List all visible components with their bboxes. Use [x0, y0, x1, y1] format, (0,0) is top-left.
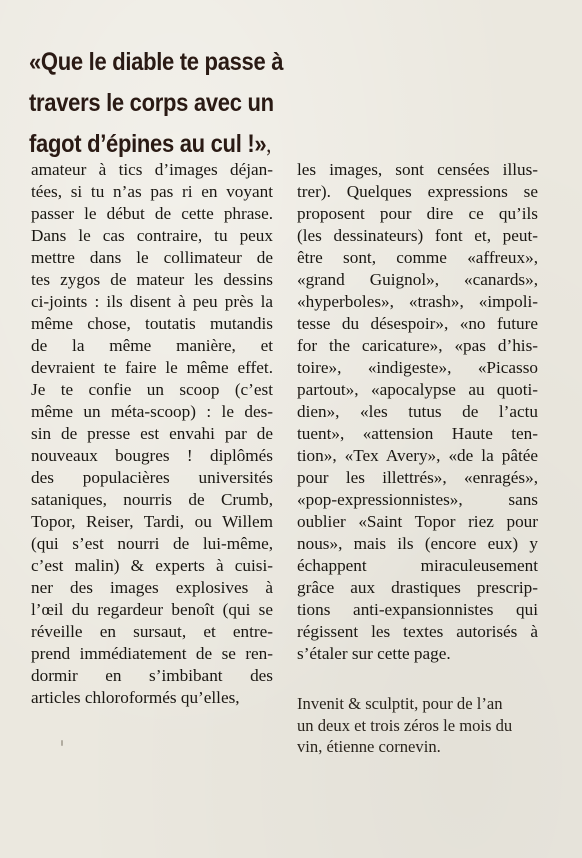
right-line: «grand Guignol», «canards», [297, 270, 538, 289]
right-line: tion», «Tex Avery», «de la pâtée [297, 446, 538, 465]
left-line: articles chloroformés qu’elles, [31, 688, 240, 707]
right-line: oublier «Saint Topor riez pour [297, 512, 538, 531]
right-line: proposent pour dire ce qu’ils [297, 204, 538, 223]
right-line: grâce aux drastiques prescrip- [297, 578, 538, 597]
left-line: c’est malin) & experts à cuisi- [31, 556, 273, 575]
left-line: des populacières universités [31, 468, 273, 487]
left-line: de la même manière, et [31, 336, 273, 355]
right-line: trer). Quelques expressions se [297, 182, 538, 201]
right-line: for the caricature», «pas d’his- [297, 336, 538, 355]
left-line: Dans le cas contraire, tu peux [31, 226, 273, 245]
right-line: partout», «apocalypse au quoti- [297, 380, 538, 399]
headline-line-3-text: fagot d’épines au cul !» [29, 128, 267, 158]
left-line: passer le début de cette phrase. [31, 204, 273, 223]
left-line: amateur à tics d’images déjan- [31, 160, 273, 179]
left-line: sataniques, nourris de Crumb, [31, 490, 273, 509]
right-line: tuent», «attension Haute ten- [297, 424, 538, 443]
right-line: «hyperboles», «trash», «impoli- [297, 292, 538, 311]
left-line: même chose, toutatis mutandis [31, 314, 273, 333]
left-line: Topor, Reiser, Tardi, ou Willem [31, 512, 273, 531]
left-line: sin de presse est envahi par de [31, 424, 273, 443]
headline-tail: , [266, 132, 272, 158]
signature-line: vin, étienne cornevin. [297, 737, 441, 756]
right-line: (les dessinateurs) font et, peut- [297, 226, 538, 245]
right-line: pour les illettrés», «enragés», [297, 468, 538, 487]
right-line: tesse du désespoir», «no future [297, 314, 538, 333]
right-line: s’étaler sur cette page. [297, 644, 451, 663]
headline-line-2: travers le corps avec un [29, 87, 274, 117]
right-line: les images, sont censées illus- [297, 160, 538, 179]
signature-line: un deux et trois zéros le mois du [297, 715, 513, 735]
left-line: tes zygos de mateur les dessins [31, 270, 273, 289]
left-line: devraient te faire le même effet. [31, 358, 273, 377]
right-line: «pop-expressionnistes», sans [297, 490, 538, 509]
right-line: échappent miraculeusement [297, 556, 538, 575]
left-line: tées, si tu n’as pas ri en voyant [31, 182, 273, 201]
headline-line-3 [29, 130, 279, 159]
right-line: régissent les textes autorisés à [297, 622, 538, 641]
signature-block [297, 693, 542, 758]
left-line: même un méta-scoop) : le des- [31, 402, 273, 421]
left-line: (qui s’est nourri de lui-même, [31, 534, 273, 553]
left-line: nouveaux bougres ! diplômés [31, 446, 273, 465]
right-line: toire», «indigeste», «Picasso [297, 358, 538, 377]
left-line: prend immédiatement de se ren- [31, 644, 273, 663]
left-line: réveille en sursaut, et entre- [31, 622, 273, 641]
left-line: l’œil du regardeur benoît (qui se [31, 600, 273, 619]
left-line: mettre dans le collimateur de [31, 248, 273, 267]
signature-line: Invenit & sculptit, pour de l’an [297, 694, 503, 713]
left-line: ci-joints : ils disent à peu près la [31, 292, 273, 311]
right-line: tions anti-expansionnistes qui [297, 600, 538, 619]
left-line: dormir en s’imbibant des [31, 666, 273, 685]
headline-line-1: «Que le diable te passe à [29, 46, 284, 76]
right-line: nous», mais ils (encore eux) y [297, 534, 538, 553]
left-line: Je te confie un scoop (c’est [31, 380, 273, 399]
right-line: être sont, comme «affreux», [297, 248, 538, 267]
left-line: ner des images explosives à [31, 578, 273, 597]
paper-speck [61, 740, 63, 746]
right-line: dien», «les tutus de l’actu [297, 402, 538, 421]
